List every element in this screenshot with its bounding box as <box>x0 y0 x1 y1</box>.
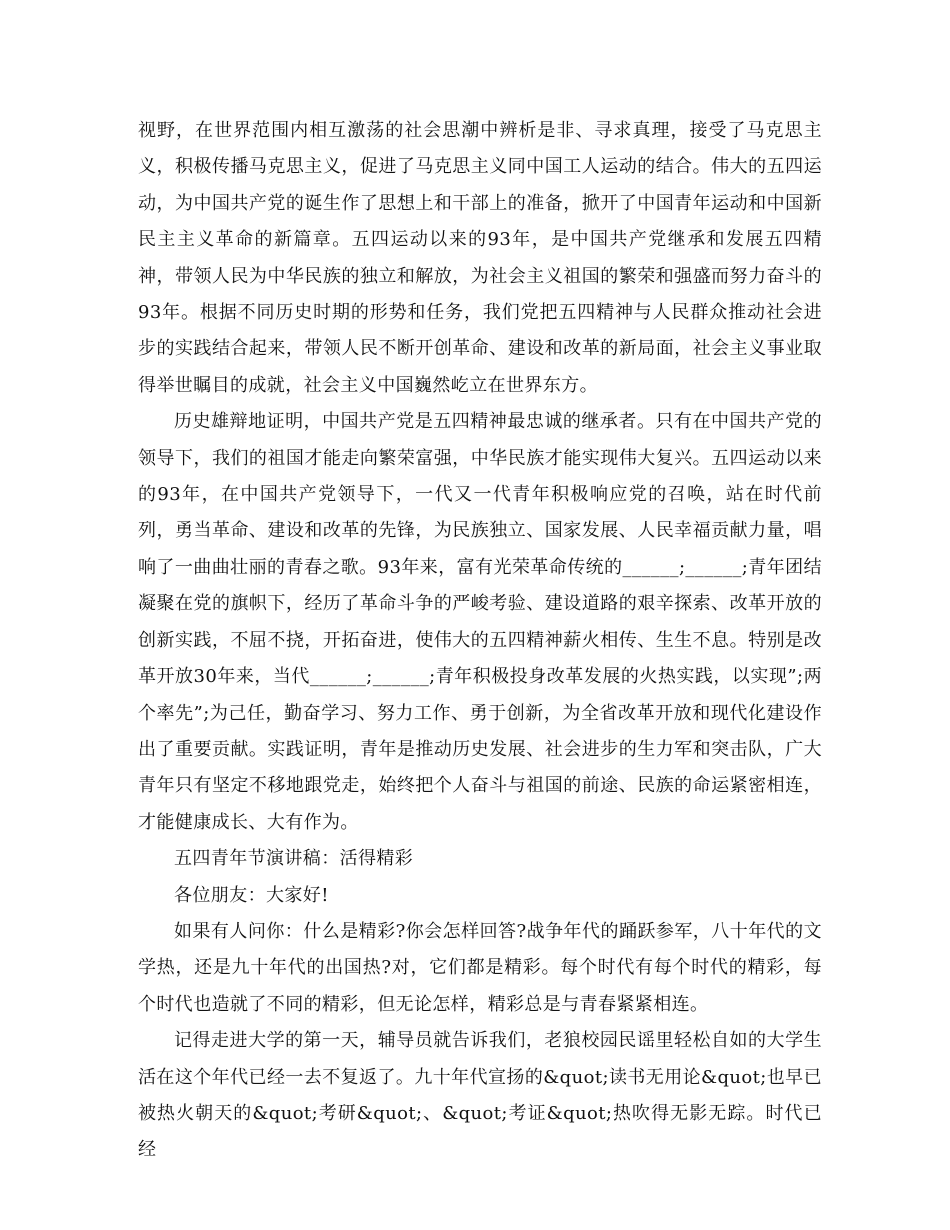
paragraph-3: 如果有人问你：什么是精彩?你会怎样回答?战争年代的踊跃参军，八十年代的文学热，还是九十年代的出国热?对，它们都是精彩。每个时代有每个时代的精彩，每个时代也造就了不同的精彩，但无论怎样，精彩总是与青春紧紧相连。 <box>138 920 822 1015</box>
paragraph-4: 记得走进大学的第一天，辅导员就告诉我们，老狼校园民谣里轻松自如的大学生活在这个年代已经一去不复返了。九十年代宣扬的&quot;读书无用论&quot;也早已被热火朝天的&quot;考研&quot;、&quot;考证&quot;热吹得无影无踪。时代已经 <box>138 1030 822 1161</box>
paragraph-2: 历史雄辩地证明，中国共产党是五四精神最忠诚的继承者。只有在中国共产党的领导下，我们的祖国才能走向繁荣富强，中华民族才能实现伟大复兴。五四运动以来的93年，在中国共产党领导下，一代又一代青年积极响应党的召唤，站在时代前列，勇当革命、建设和改革的先锋，为民族独立、国家发展、人民幸福贡献力量，唱响了一曲曲壮丽的青春之歌。93年来，富有光荣革命传统的______;______;青年团结凝聚在党的旗帜下，经历了革命斗争的严峻考验、建设道路的艰辛探索、改革开放的创新实践，不屈不挠，开拓奋进，使伟大的五四精神薪火相传、生生不息。特别是改革开放30年来，当代______;______;青年积极投身改革发展的火热实践，以实现”;两个率先”;为己任，勤奋学习、努力工作、勇于创新，为全省改革开放和现代化建设作出了重要贡献。实践证明，青年是推动历史发展、社会进步的生力军和突击队，广大青年只有坚定不移地跟党走，始终把个人奋斗与祖国的前途、民族的命运紧密相连，才能健康成长、大有作为。 <box>138 411 822 833</box>
speech-title: 五四青年节演讲稿：活得精彩 <box>174 848 414 870</box>
greeting: 各位朋友：大家好! <box>174 884 329 906</box>
paragraph-1: 视野，在世界范围内相互激荡的社会思潮中辨析是非、寻求真理，接受了马克思主义，积极传播马克思主义，促进了马克思主义同中国工人运动的结合。伟大的五四运动，为中国共产党的诞生作了思想上和干部上的准备，掀开了中国青年运动和中国新民主主义革命的新篇章。五四运动以来的93年，是中国共产党继承和发展五四精神，带领人民为中华民族的独立和解放，为社会主义祖国的繁荣和强盛而努力奋斗的93年。根据不同历史时期的形势和任务，我们党把五四精神与人民群众推动社会进步的实践结合起来，带领人民不断开创革命、建设和改革的新局面，社会主义事业取得举世瞩目的成就，社会主义中国巍然屹立在世界东方。 <box>138 120 822 396</box>
